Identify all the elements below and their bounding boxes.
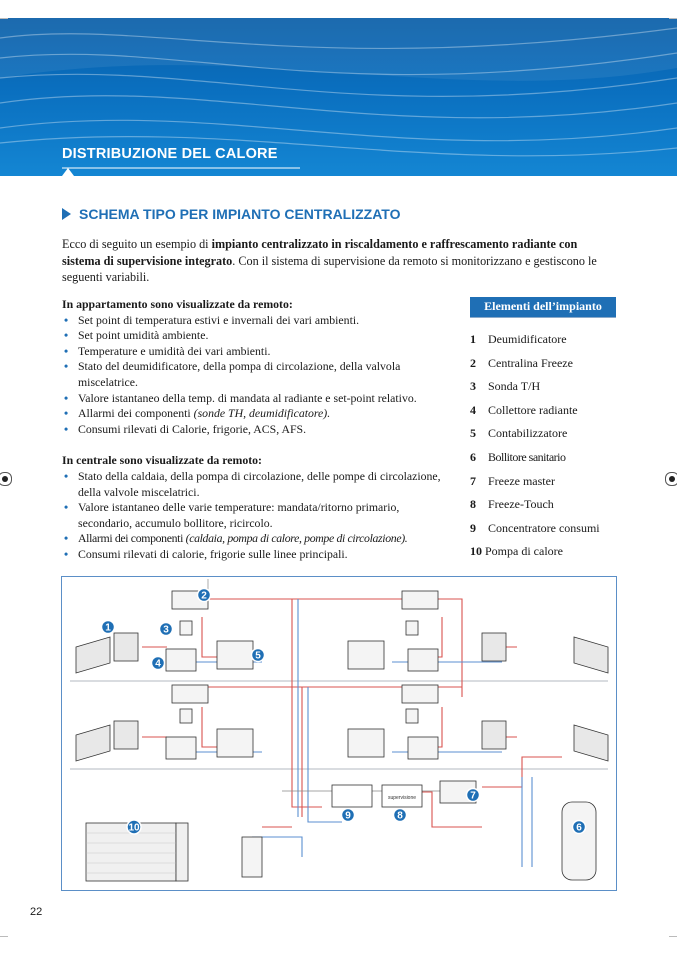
- list-item: 7 Freeze master: [470, 473, 555, 488]
- svg-text:1: 1: [105, 622, 111, 634]
- alarm-text: Allarmi dei componenti: [78, 406, 194, 421]
- list-item: 4 Collettore radiante: [470, 402, 578, 417]
- svg-text:3: 3: [163, 624, 169, 636]
- list-item: [62, 406, 446, 422]
- list-item: • Stato del deumidificatore, della pompa di circolazione, della valvola miscelatrice.: [62, 359, 446, 390]
- list-item: 3 Sonda T/H: [470, 379, 541, 394]
- list-item: • Consumi rilevati di Calorie, frigorie, ACS, AFS.: [62, 422, 446, 438]
- badge-7: [467, 789, 480, 802]
- list-item: 8 Freeze-Touch: [470, 497, 554, 512]
- badge-6: [573, 821, 586, 834]
- intro-paragraph: [62, 236, 618, 286]
- badge-1: [102, 621, 115, 634]
- list-item: 5 Contabilizzatore: [470, 426, 568, 441]
- svg-text:6: 6: [576, 822, 582, 834]
- list-item: 6 Bollitore sanitario: [470, 449, 566, 464]
- system-diagram: [61, 576, 617, 891]
- elements-list: [470, 332, 616, 568]
- crop-mark: [0, 936, 8, 937]
- list-item: [62, 531, 446, 547]
- banner-notch: [62, 168, 74, 176]
- alarm-italic: (sonde TH, deumidificatore).: [193, 406, 331, 421]
- list-item: • Consumi rilevati di calorie, frigorie sulle linee principali.: [62, 547, 446, 563]
- apartment-list: [62, 313, 446, 438]
- svg-text:5: 5: [255, 650, 261, 662]
- badge-9: [342, 809, 355, 822]
- registration-mark-right: [665, 472, 677, 486]
- list-item: 10 Pompa di calore: [470, 544, 563, 559]
- intro-text-2: . Con il sistema di supervisione da remoto si monitorizzano e gestiscono le seguenti variabili.: [62, 253, 597, 285]
- section-heading: [62, 206, 401, 222]
- header-banner: [0, 18, 677, 176]
- list-item: • Set point umidità ambiente.: [62, 328, 446, 344]
- central-heading: In centrale sono visualizzate da remoto:: [62, 453, 262, 468]
- list-item: • Valore istantaneo delle varie temperature: mandata/ritorno primario, secondario, accumulo bollitore, ricircolo.: [62, 500, 446, 531]
- page-number: 22: [30, 906, 43, 918]
- list-item: 2 Centralina Freeze: [470, 355, 573, 370]
- crop-mark: [0, 18, 8, 19]
- apartment-heading: In appartamento sono visualizzate da remoto:: [62, 297, 293, 311]
- svg-text:4: 4: [155, 658, 161, 670]
- svg-text:8: 8: [397, 810, 403, 822]
- page-title: DISTRIBUZIONE DEL CALORE: [62, 146, 278, 162]
- alarm-text: Allarmi dei componenti: [78, 531, 186, 546]
- list-item: • Set point di temperatura estivi e invernali dei vari ambienti.: [62, 313, 446, 329]
- badge-4: [152, 657, 165, 670]
- list-item: • Stato della caldaia, della pompa di circolazione, delle pompe di circolazione, della valvole miscelatrici.: [62, 469, 446, 500]
- svg-text:9: 9: [345, 810, 351, 822]
- badge-10: [127, 820, 141, 834]
- list-item: • Temperature e umidità dei vari ambienti.: [62, 344, 446, 360]
- section-heading-text: SCHEMA TIPO PER IMPIANTO CENTRALIZZATO: [79, 206, 401, 222]
- intro-text-1: Ecco di seguito un esempio di: [62, 237, 212, 251]
- list-item: 1 Deumidificatore: [470, 332, 567, 346]
- system-schematic: [62, 577, 616, 890]
- variables-column: [62, 297, 446, 579]
- svg-text:2: 2: [201, 590, 207, 602]
- intro-bold: impianto centralizzato in riscaldamento e raffrescamento radiante con sistema di supervisione integrato: [62, 237, 578, 268]
- crop-mark: [669, 936, 677, 937]
- play-arrow-icon: [62, 208, 71, 220]
- central-list: [62, 469, 446, 563]
- svg-text:10: 10: [128, 822, 140, 834]
- badge-8: [394, 809, 407, 822]
- list-item: • Valore istantaneo della temp. di mandata al radiante e set-point relativo.: [62, 391, 446, 407]
- divider: [470, 317, 616, 318]
- badge-2: [198, 589, 211, 602]
- alarm-italic: (caldaia, pompa di calore, pompe di circolazione).: [185, 531, 408, 546]
- svg-text:7: 7: [470, 790, 476, 802]
- badge-5: [252, 649, 265, 662]
- badge-3: [160, 623, 173, 636]
- crop-mark: [669, 18, 677, 19]
- elements-title: Elementi dell’impianto: [470, 297, 616, 317]
- list-item: 9 Concentratore consumi: [470, 520, 600, 535]
- registration-mark-left: [0, 472, 12, 486]
- supervision-box-label: supervisione: [387, 795, 417, 801]
- elements-legend: [470, 297, 616, 568]
